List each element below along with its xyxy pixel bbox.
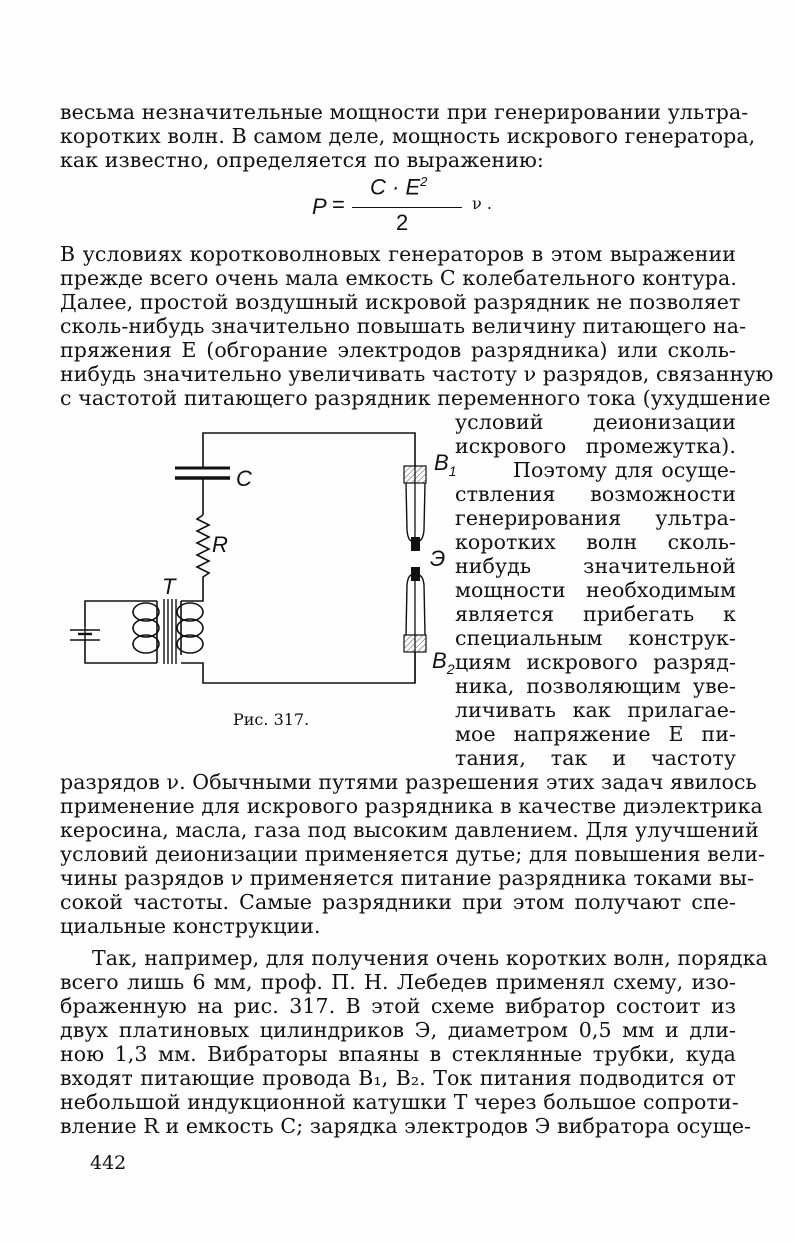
text-line: личивать как прилагае- <box>455 698 736 722</box>
resistor-symbol <box>197 515 209 582</box>
text-line: применение для искрового разрядника в качестве диэлектрика <box>60 794 763 818</box>
wire-top <box>203 433 415 468</box>
text-line: двух платиновых цилиндриков Э, диаметром 0,5 мм и дли- <box>60 1018 736 1042</box>
text-line: искрового промежутка). <box>455 434 736 458</box>
capacitor-symbol <box>175 468 230 478</box>
wire-transformer-bottom <box>181 652 415 683</box>
text-line: В условиях коротковолновых генераторов в этом выражении <box>60 242 736 266</box>
text-line: коротких волн сколь- <box>455 530 736 554</box>
label-wire-top-subscript: 1 <box>448 463 457 479</box>
text-line: ною 1,3 мм. Вибраторы впаяны в стеклянные трубки, куда <box>60 1042 736 1066</box>
text-line: всего лишь 6 мм, проф. П. Н. Лебедев применял схему, изо- <box>60 970 736 994</box>
text-line: специальным конструк- <box>455 626 736 650</box>
text-line: циям искрового разряд- <box>455 650 736 674</box>
text-line: чины разрядов ν применяется питание разрядника токами вы- <box>60 866 755 890</box>
label-transformer: T <box>162 574 176 599</box>
label-electrodes: Э <box>430 546 446 571</box>
text-line: нибудь значительно увеличивать частоту ν разрядов, связанную <box>60 362 774 386</box>
secondary-coil <box>177 601 203 655</box>
text-line: керосина, масла, газа под высоким давлением. Для улучшений <box>60 818 759 842</box>
label-capacitor: C <box>236 466 252 491</box>
text-line: Поэтому для осуще- <box>513 458 736 482</box>
text-line: является прибегать к <box>455 602 736 626</box>
text-line: мощности необходимым <box>455 578 736 602</box>
text-line: условий деионизации применяется дутье; для повышения вели- <box>60 842 766 866</box>
text-line: тания, так и частоту <box>455 746 736 770</box>
label-wire-bottom-subscript: 2 <box>446 661 455 677</box>
text-line: с частотой питающего разрядник переменного тока (ухудшение <box>60 386 771 410</box>
text-line: входят питающие провода B₁, B₂. Ток питания подводится от <box>60 1066 736 1090</box>
formula-denominator: 2 <box>396 210 409 235</box>
text-line: Далее, простой воздушный искровой разрядник не позволяет <box>60 290 741 314</box>
text-line: сокой частоты. Самые разрядники при этом получают спе- <box>60 890 736 914</box>
upper-electrode <box>411 537 420 551</box>
battery-symbol <box>70 627 100 641</box>
label-wire-bottom <box>432 648 455 677</box>
wire-resistor-transformer <box>181 582 203 601</box>
text-line: вление R и емкость C; зарядка электродов Э вибратора осуще- <box>60 1114 752 1138</box>
text-line: пряжения E (обгорание электродов разрядника) или сколь- <box>60 338 736 362</box>
text-line: браженную на рис. 317. В этой схеме вибратор состоит из <box>60 994 736 1018</box>
page-number: 442 <box>90 1152 127 1174</box>
text-line: нибудь значительной <box>455 554 736 578</box>
wire-battery-bottom <box>85 641 157 663</box>
primary-coil <box>133 601 159 663</box>
text-line: прежде всего очень мала емкость C колебательного контура. <box>60 266 737 290</box>
formula-equals: = <box>332 192 345 217</box>
figure-caption: Рис. 317. <box>233 710 310 729</box>
label-wire-top-letter: B <box>434 450 449 475</box>
wire-battery-top <box>85 601 157 627</box>
lower-glass-tube <box>404 575 426 683</box>
text-line: разрядов ν. Обычными путями разрешения этих задач явилось <box>60 770 757 794</box>
text-line: генерирования ультра- <box>455 506 736 530</box>
lower-electrode <box>411 567 420 581</box>
text-line: условий деионизации <box>455 410 736 434</box>
formula-factor: ν . <box>472 194 492 213</box>
transformer-core <box>164 599 176 664</box>
text-line: ника, позволяющим уве- <box>455 674 736 698</box>
formula-numerator-exponent: 2 <box>420 174 428 189</box>
text-line: весьма незначительные мощности при генерировании ультра- <box>60 100 749 124</box>
text-line: небольшой индукционной катушки T через большое сопроти- <box>60 1090 739 1114</box>
text-line: как известно, определяется по выражению: <box>60 148 544 172</box>
formula-numerator-base: C · E <box>370 174 421 200</box>
formula-lhs: P <box>312 194 327 219</box>
text-line: коротких волн. В самом деле, мощность искрового генератора, <box>60 124 756 148</box>
text-line: сколь-нибудь значительно повышать величину питающего на- <box>60 314 747 338</box>
label-wire-bottom-letter: B <box>432 648 447 673</box>
text-line: циальные конструкции. <box>60 914 321 938</box>
text-line: Так, например, для получения очень коротких волн, порядка <box>92 946 768 970</box>
text-line: мое напряжение E пи- <box>455 722 736 746</box>
upper-glass-tube <box>404 466 426 541</box>
text-line: ствления возможности <box>455 482 736 506</box>
label-resistor: R <box>212 532 228 557</box>
label-wire-top <box>434 450 456 479</box>
